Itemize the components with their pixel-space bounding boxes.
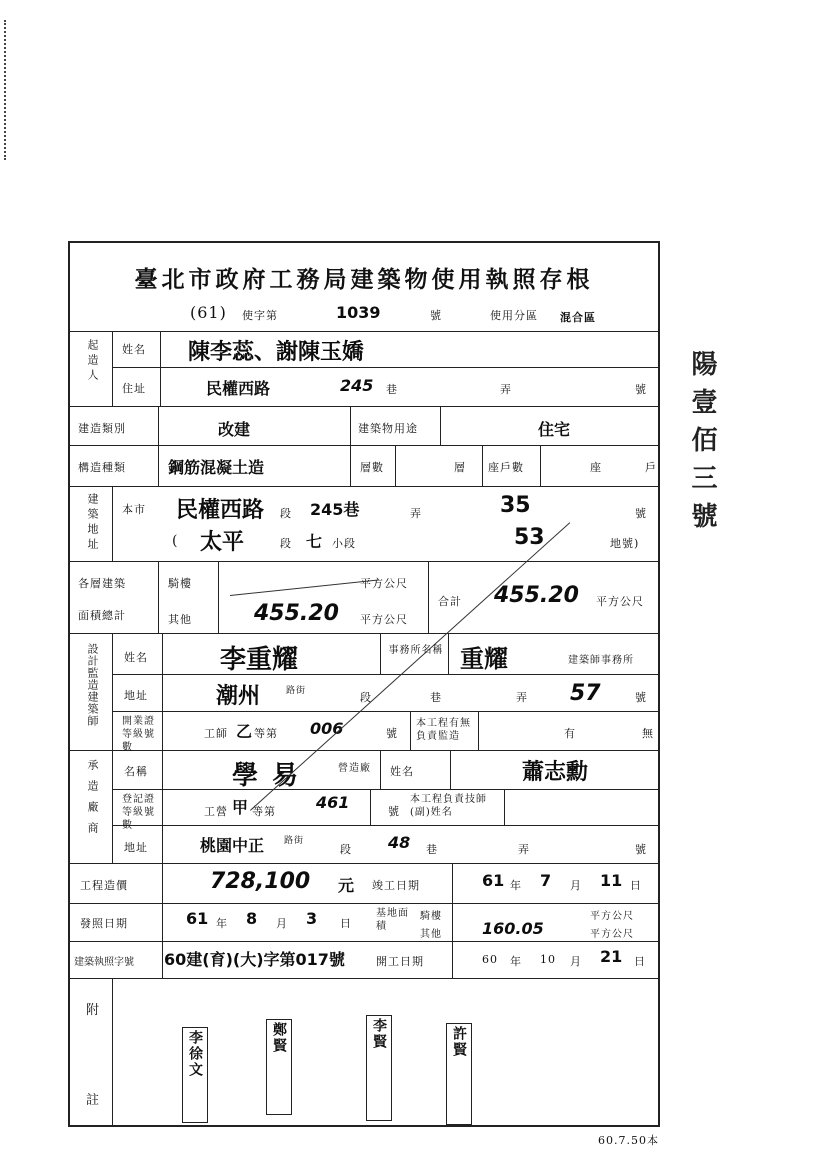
base-arcade-unit: 平方公尺 [590, 911, 634, 922]
paren-open: ( [172, 533, 179, 549]
site-city-label: 本市 [122, 503, 146, 516]
architect-addr: 潮州 [216, 684, 261, 709]
site-lot-label: 地號) [610, 537, 640, 550]
area-arcade-strike [230, 579, 379, 596]
contractor-road-label: 路街 [284, 836, 305, 846]
type-value: 改建 [218, 420, 251, 439]
cost-unit: 元 [338, 876, 355, 895]
remarks-label-bottom: 註 [86, 1093, 101, 1108]
site-section-label: 段 [280, 537, 292, 550]
permit-hao: 號 [430, 309, 442, 322]
base-other-value: 160.05 [482, 919, 544, 938]
floors-label: 層數 [360, 461, 384, 474]
units-unit: 座 [590, 461, 602, 474]
architect-alley-label: 弄 [516, 691, 528, 704]
architect-addr-label: 地址 [124, 689, 148, 702]
architect-duan-label: 段 [360, 691, 372, 704]
architect-reg-hao: 號 [386, 727, 398, 740]
site-lot: 53 [514, 525, 545, 550]
architect-reg-label: 開業證等級號數 [122, 716, 155, 753]
area-other-value: 455.20 [254, 601, 339, 626]
issue-month: 8 [246, 909, 258, 928]
architect-road-label: 路街 [286, 686, 307, 696]
contractor-duan-label: 段 [340, 843, 352, 856]
site-no-label: 號 [635, 507, 647, 520]
cost-value: 728,100 [210, 869, 311, 894]
applicant-addr-lane: 245 [340, 376, 374, 395]
site-subsection: 七 [306, 532, 323, 551]
permit-year: (61) [190, 303, 227, 322]
architect-label: 設計監造建築師 [86, 643, 99, 727]
office-name: 重耀 [460, 645, 508, 673]
architect-lane-label: 巷 [430, 691, 442, 704]
stamp-1: 李徐文 [182, 1027, 208, 1123]
start-d-label: 日 [634, 955, 646, 968]
use-label: 建築物用途 [358, 422, 418, 435]
applicant-addr-label: 住址 [122, 382, 146, 395]
issue-m-label: 月 [276, 917, 288, 930]
type-label: 建造類別 [78, 422, 126, 435]
contractor-no-label: 號 [635, 843, 647, 856]
no-label: 號 [635, 383, 647, 396]
done-label: 竣工日期 [372, 879, 420, 892]
supervise-label: 本工程有無負責監造 [416, 718, 471, 742]
site-lane: 245巷 [310, 500, 360, 519]
done-m-label: 月 [570, 879, 582, 892]
contractor-person-label: 姓名 [390, 765, 414, 778]
office-label: 事務所名稱 [388, 645, 444, 656]
use-value: 住宅 [538, 420, 571, 439]
site-subsection-label: 小段 [332, 537, 356, 550]
area-total-unit: 平方公尺 [596, 595, 644, 608]
start-y-label: 年 [510, 955, 522, 968]
area-other-label: 其他 [168, 613, 192, 626]
stamp-3: 李賢 [366, 1015, 392, 1121]
architect-name-label: 姓名 [124, 651, 148, 664]
applicant-label: 起造人 [86, 339, 99, 384]
area-arcade-label: 騎樓 [168, 577, 192, 590]
area-total-label: 合計 [438, 595, 462, 608]
permit-form [68, 241, 660, 1127]
done-month: 7 [540, 871, 552, 890]
zone-label: 使用分區 [490, 309, 538, 322]
contractor-name-suffix: 營造廠 [338, 763, 371, 774]
contractor-person: 蕭志勳 [522, 760, 589, 785]
floors-unit: 層 [454, 461, 466, 474]
contractor-addr-label: 地址 [124, 841, 148, 854]
site-duan-label: 段 [280, 507, 292, 520]
area-other-unit: 平方公尺 [360, 613, 408, 626]
applicant-name-label: 姓名 [122, 343, 146, 356]
done-day: 11 [600, 871, 623, 890]
architect-no-label: 號 [635, 691, 647, 704]
contractor-lane-no: 48 [388, 833, 411, 852]
contractor-reg-grade: 甲 [232, 798, 249, 817]
structure-label: 構造種類 [78, 461, 126, 474]
alley-label: 弄 [500, 383, 512, 396]
lane-label: 巷 [386, 383, 398, 396]
remarks-label-top: 附 [86, 1003, 101, 1018]
permit-no-label: 建築執照字號 [74, 957, 134, 968]
applicant-name: 陳李蕊、謝陳玉嬌 [188, 340, 365, 365]
architect-reg-mid: 等第 [254, 727, 278, 740]
site-district: 太平 [200, 530, 245, 555]
issue-label: 發照日期 [80, 917, 128, 930]
contractor-tech-label: 本工程負責技師(副)姓名 [410, 794, 487, 818]
start-label: 開工日期 [376, 955, 424, 968]
structure-value: 鋼筋混凝土造 [168, 458, 265, 477]
units-label: 座戶數 [488, 461, 524, 474]
office-suffix: 建築師事務所 [568, 655, 634, 666]
applicant-addr-street: 民權西路 [206, 379, 271, 398]
area-total-value: 455.20 [494, 583, 579, 608]
edge-bleed-text: 陽壹佰三號 [687, 350, 717, 540]
architect-reg-grade: 乙 [236, 722, 253, 741]
contractor-name: 學易 [232, 761, 313, 791]
architect-reg-prefix: 工師 [204, 727, 228, 740]
base-area-label: 基地面積 [376, 908, 409, 932]
footer-print-note: 60.7.50本 [598, 1134, 659, 1147]
site-road: 民權西路 [176, 498, 265, 523]
contractor-lane-label: 巷 [426, 843, 438, 856]
issue-year: 61 [186, 909, 209, 928]
contractor-reg-hao: 號 [388, 805, 400, 818]
base-other-unit: 平方公尺 [590, 929, 634, 940]
contractor-reg-prefix: 工營 [204, 805, 228, 818]
architect-name: 李重耀 [220, 645, 299, 675]
start-m-label: 月 [570, 955, 582, 968]
start-month: 10 [540, 953, 556, 966]
stamp-4: 許賢 [446, 1023, 472, 1125]
zone-value: 混合區 [560, 311, 596, 324]
area-arcade-unit: 平方公尺 [360, 577, 408, 590]
base-arcade-label: 騎樓 [420, 911, 442, 922]
architect-reg-no: 006 [310, 719, 344, 738]
permit-no-value: 60建(育)(大)字第017號 [164, 950, 345, 969]
site-label: 建築地址 [86, 493, 99, 553]
stamp-2: 鄭賢 [266, 1019, 292, 1115]
done-year: 61 [482, 871, 505, 890]
contractor-addr: 桃園中正 [200, 836, 265, 855]
site-no: 35 [500, 493, 531, 518]
site-alley-label: 弄 [410, 507, 422, 520]
architect-no: 57 [570, 681, 601, 706]
contractor-label: 承造廠商 [86, 759, 99, 843]
area-label-2: 面積總計 [78, 609, 126, 622]
issue-y-label: 年 [216, 917, 228, 930]
contractor-alley-label: 弄 [518, 843, 530, 856]
base-other-label: 其他 [420, 929, 442, 940]
contractor-reg-mid: 等第 [252, 805, 276, 818]
contractor-name-label: 名稱 [124, 765, 148, 778]
issue-day: 3 [306, 909, 318, 928]
permit-char: 使字第 [242, 309, 278, 322]
supervise-yes: 有 [564, 727, 576, 740]
page-title: 臺北市政府工務局建築物使用執照存根 [134, 266, 594, 293]
binding-marks [4, 20, 8, 160]
cost-label: 工程造價 [80, 879, 128, 892]
supervise-no: 無 [642, 727, 654, 740]
permit-number: 1039 [336, 303, 381, 322]
start-year: 60 [482, 953, 498, 966]
area-label-1: 各層建築 [78, 577, 126, 590]
issue-d-label: 日 [340, 917, 352, 930]
contractor-reg-no: 461 [316, 793, 350, 812]
start-day: 21 [600, 947, 623, 966]
contractor-reg-label: 登記證等級號數 [122, 794, 155, 831]
done-y-label: 年 [510, 879, 522, 892]
done-d-label: 日 [630, 879, 642, 892]
units-unit2: 戶 [645, 461, 657, 474]
